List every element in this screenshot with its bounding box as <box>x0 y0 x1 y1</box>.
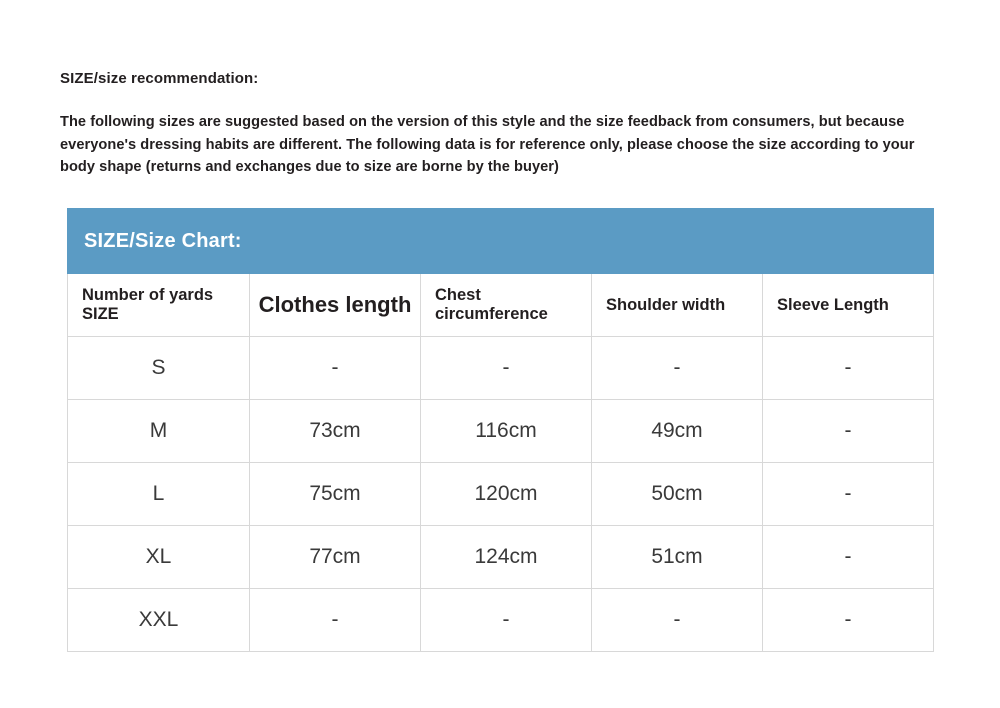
cell-sleeve: - <box>763 400 934 463</box>
cell-shoulder: 50cm <box>592 463 763 526</box>
header-chest-circumference: Chest circumference <box>421 274 592 337</box>
size-table-container <box>67 208 933 652</box>
cell-clothes-length: 75cm <box>250 463 421 526</box>
cell-shoulder: - <box>592 589 763 652</box>
cell-chest: - <box>421 337 592 400</box>
intro-block <box>60 68 940 179</box>
chart-banner-title: SIZE/Size Chart: <box>68 209 934 274</box>
table-row <box>68 337 934 400</box>
cell-sleeve: - <box>763 526 934 589</box>
table-row <box>68 589 934 652</box>
header-number-of-yards: Number of yards SIZE <box>68 274 250 337</box>
header-sleeve-length: Sleeve Length <box>763 274 934 337</box>
cell-chest: 124cm <box>421 526 592 589</box>
table-row <box>68 400 934 463</box>
cell-chest: - <box>421 589 592 652</box>
cell-size: XXL <box>68 589 250 652</box>
cell-sleeve: - <box>763 589 934 652</box>
cell-sleeve: - <box>763 463 934 526</box>
cell-size: S <box>68 337 250 400</box>
cell-shoulder: 51cm <box>592 526 763 589</box>
cell-chest: 116cm <box>421 400 592 463</box>
cell-size: L <box>68 463 250 526</box>
intro-body: The following sizes are suggested based on the version of this style and the size feedback from consumers, but because everyone's dressing habits are different. The following data is for reference only, please choose the size according to your body shape (returns and exchanges due to size are borne by the buyer) <box>60 114 915 176</box>
header-shoulder-width: Shoulder width <box>592 274 763 337</box>
cell-size: M <box>68 400 250 463</box>
intro-title: SIZE/size recommendation: <box>60 70 259 87</box>
header-clothes-length: Clothes length <box>250 274 421 337</box>
cell-sleeve: - <box>763 337 934 400</box>
table-header-row <box>68 274 934 337</box>
chart-title-row <box>68 209 934 274</box>
cell-size: XL <box>68 526 250 589</box>
cell-clothes-length: - <box>250 337 421 400</box>
table-row <box>68 526 934 589</box>
cell-clothes-length: 73cm <box>250 400 421 463</box>
cell-clothes-length: 77cm <box>250 526 421 589</box>
cell-clothes-length: - <box>250 589 421 652</box>
cell-shoulder: - <box>592 337 763 400</box>
size-table <box>67 208 934 652</box>
cell-shoulder: 49cm <box>592 400 763 463</box>
table-row <box>68 463 934 526</box>
cell-chest: 120cm <box>421 463 592 526</box>
